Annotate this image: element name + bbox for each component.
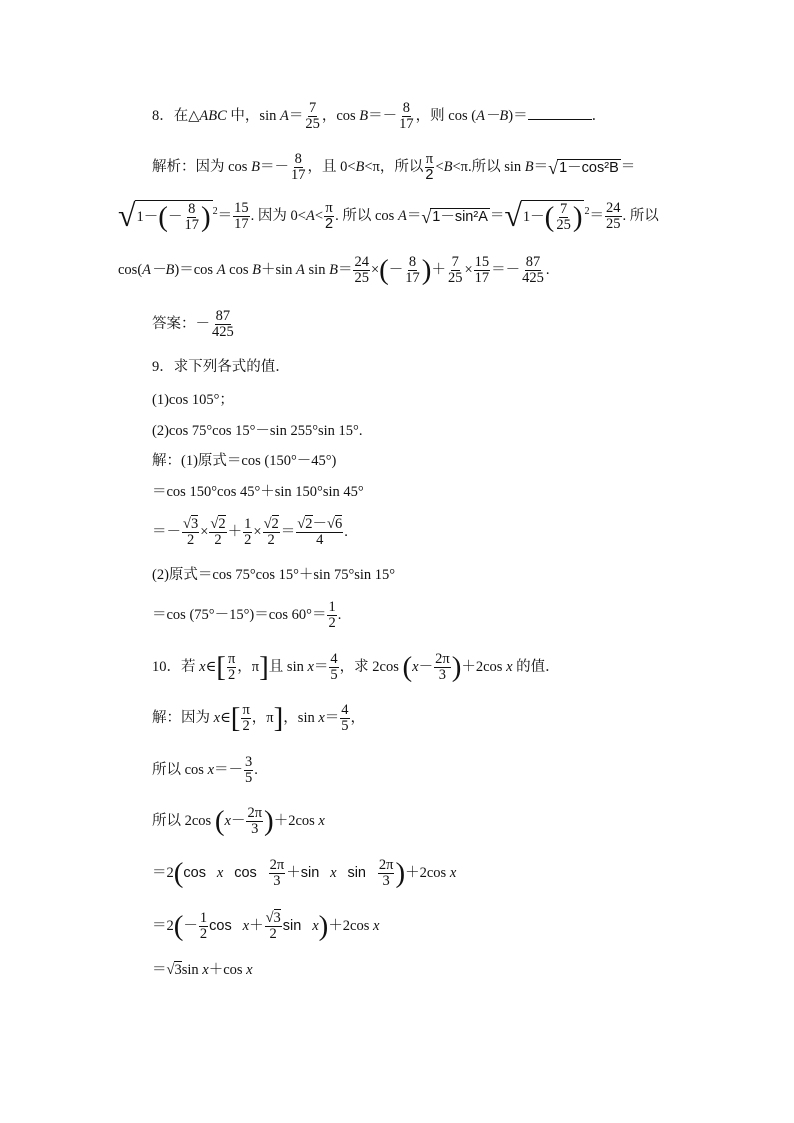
- q9-sol-line1: 解：(1)原式＝cos (150°－45°): [152, 453, 337, 469]
- fraction: $\frac{8}{17}$: [399, 100, 414, 133]
- q9-sol-line5: ＝cos (75°－15°)＝cos 60°＝ $\frac{1}{2}$ .: [152, 599, 342, 632]
- q9-sol-line2: ＝cos 150°cos 45°＋sin 150°sin 45°: [152, 484, 364, 500]
- sol10-line1: 解：因为 x∈[ $\frac{\pi}{2}$ ，π]，sin x＝ $\frac{4}{5}$ ，: [152, 702, 366, 735]
- q8-line: 8．在△ABC 中，sin A＝ $\frac{7}{25}$ ，cos B＝－ $\frac{8}{17}$ ，则 cos (A－B)＝ ．: [152, 100, 607, 133]
- sqrt: √ 1－ ( － $\frac{8}{17}$ ): [118, 198, 211, 234]
- sqrt: √ 1－cos²B: [548, 157, 619, 178]
- q10-line: 10．若 x∈[ $\frac{\pi}{2}$ ，π]且 sin x＝ $\frac{4}{5}$ ，求 2cos (x－ $\frac{2\pi}{3}$ )＋2cos x 的值．: [152, 651, 560, 684]
- answer-8: 答案：－ $\frac{87}{425}$: [152, 308, 234, 341]
- sol8-line2: √ 1－ ( － $\frac{8}{17}$ ) $^2$＝ $\frac{15}{17}$ . 因为 0<A< $\frac{\pi}{2}$ . 所以 cos A＝ √ 1－sin²A ＝ √ 1－ ( $\frac{7}{25}$ ) $^2$＝ $\frac{24}{25}$ . 所以: [118, 198, 659, 234]
- sol8-line3: cos(A－B)＝cos A cos B＋sin A sin B＝ $\frac{24}{25}$ ×(－ $\frac{8}{17}$ )＋ $\frac{7}{25}$ × $\frac{15}{17}$ ＝－ $\frac{87}{425}$ .: [118, 254, 550, 287]
- answer-blank: [528, 107, 592, 120]
- q9-sol-line4: (2)原式＝cos 75°cos 15°＋sin 75°sin 15°: [152, 567, 396, 583]
- sol8-line1: 解析：因为 cos B＝－ $\frac{8}{17}$ ，且 0<B<π，所以 $\frac{\pi}{2}$ <B<π.所以 sin B＝ √ 1－cos²B ＝: [152, 151, 636, 184]
- fraction: $\frac{7}{25}$: [305, 100, 320, 133]
- sol10-line3: 所以 2cos (x－ $\frac{2\pi}{3}$ )＋2cos x: [152, 805, 325, 838]
- sol10-line2: 所以 cos x＝－ $\frac{3}{5}$ .: [152, 754, 258, 787]
- sol10-line4: ＝2(cos x cos $\frac{2\pi}{3}$ ＋sin x sin $\frac{2\pi}{3}$ )＋2cos x: [152, 857, 457, 890]
- q9-part2: (2)cos 75°cos 15°－sin 255°sin 15°.: [152, 423, 363, 439]
- sol10-line5: ＝2(－ $\frac{1}{2}$ cos x＋ $\frac{√3}{2}$ sin x)＋2cos x: [152, 910, 380, 943]
- q9-title: 9．求下列各式的值．: [152, 359, 290, 375]
- q9-sol-line3: ＝－ $\frac{√3}{2}$ × $\frac{√2}{2}$ ＋ $\frac{1}{2}$ × $\frac{√2}{2}$ ＝ $\frac{√2-√6}{4}$ .: [152, 516, 348, 549]
- sol10-line6: ＝√3sin x＋cos x: [152, 962, 253, 978]
- q9-part1: (1)cos 105°；: [152, 392, 234, 408]
